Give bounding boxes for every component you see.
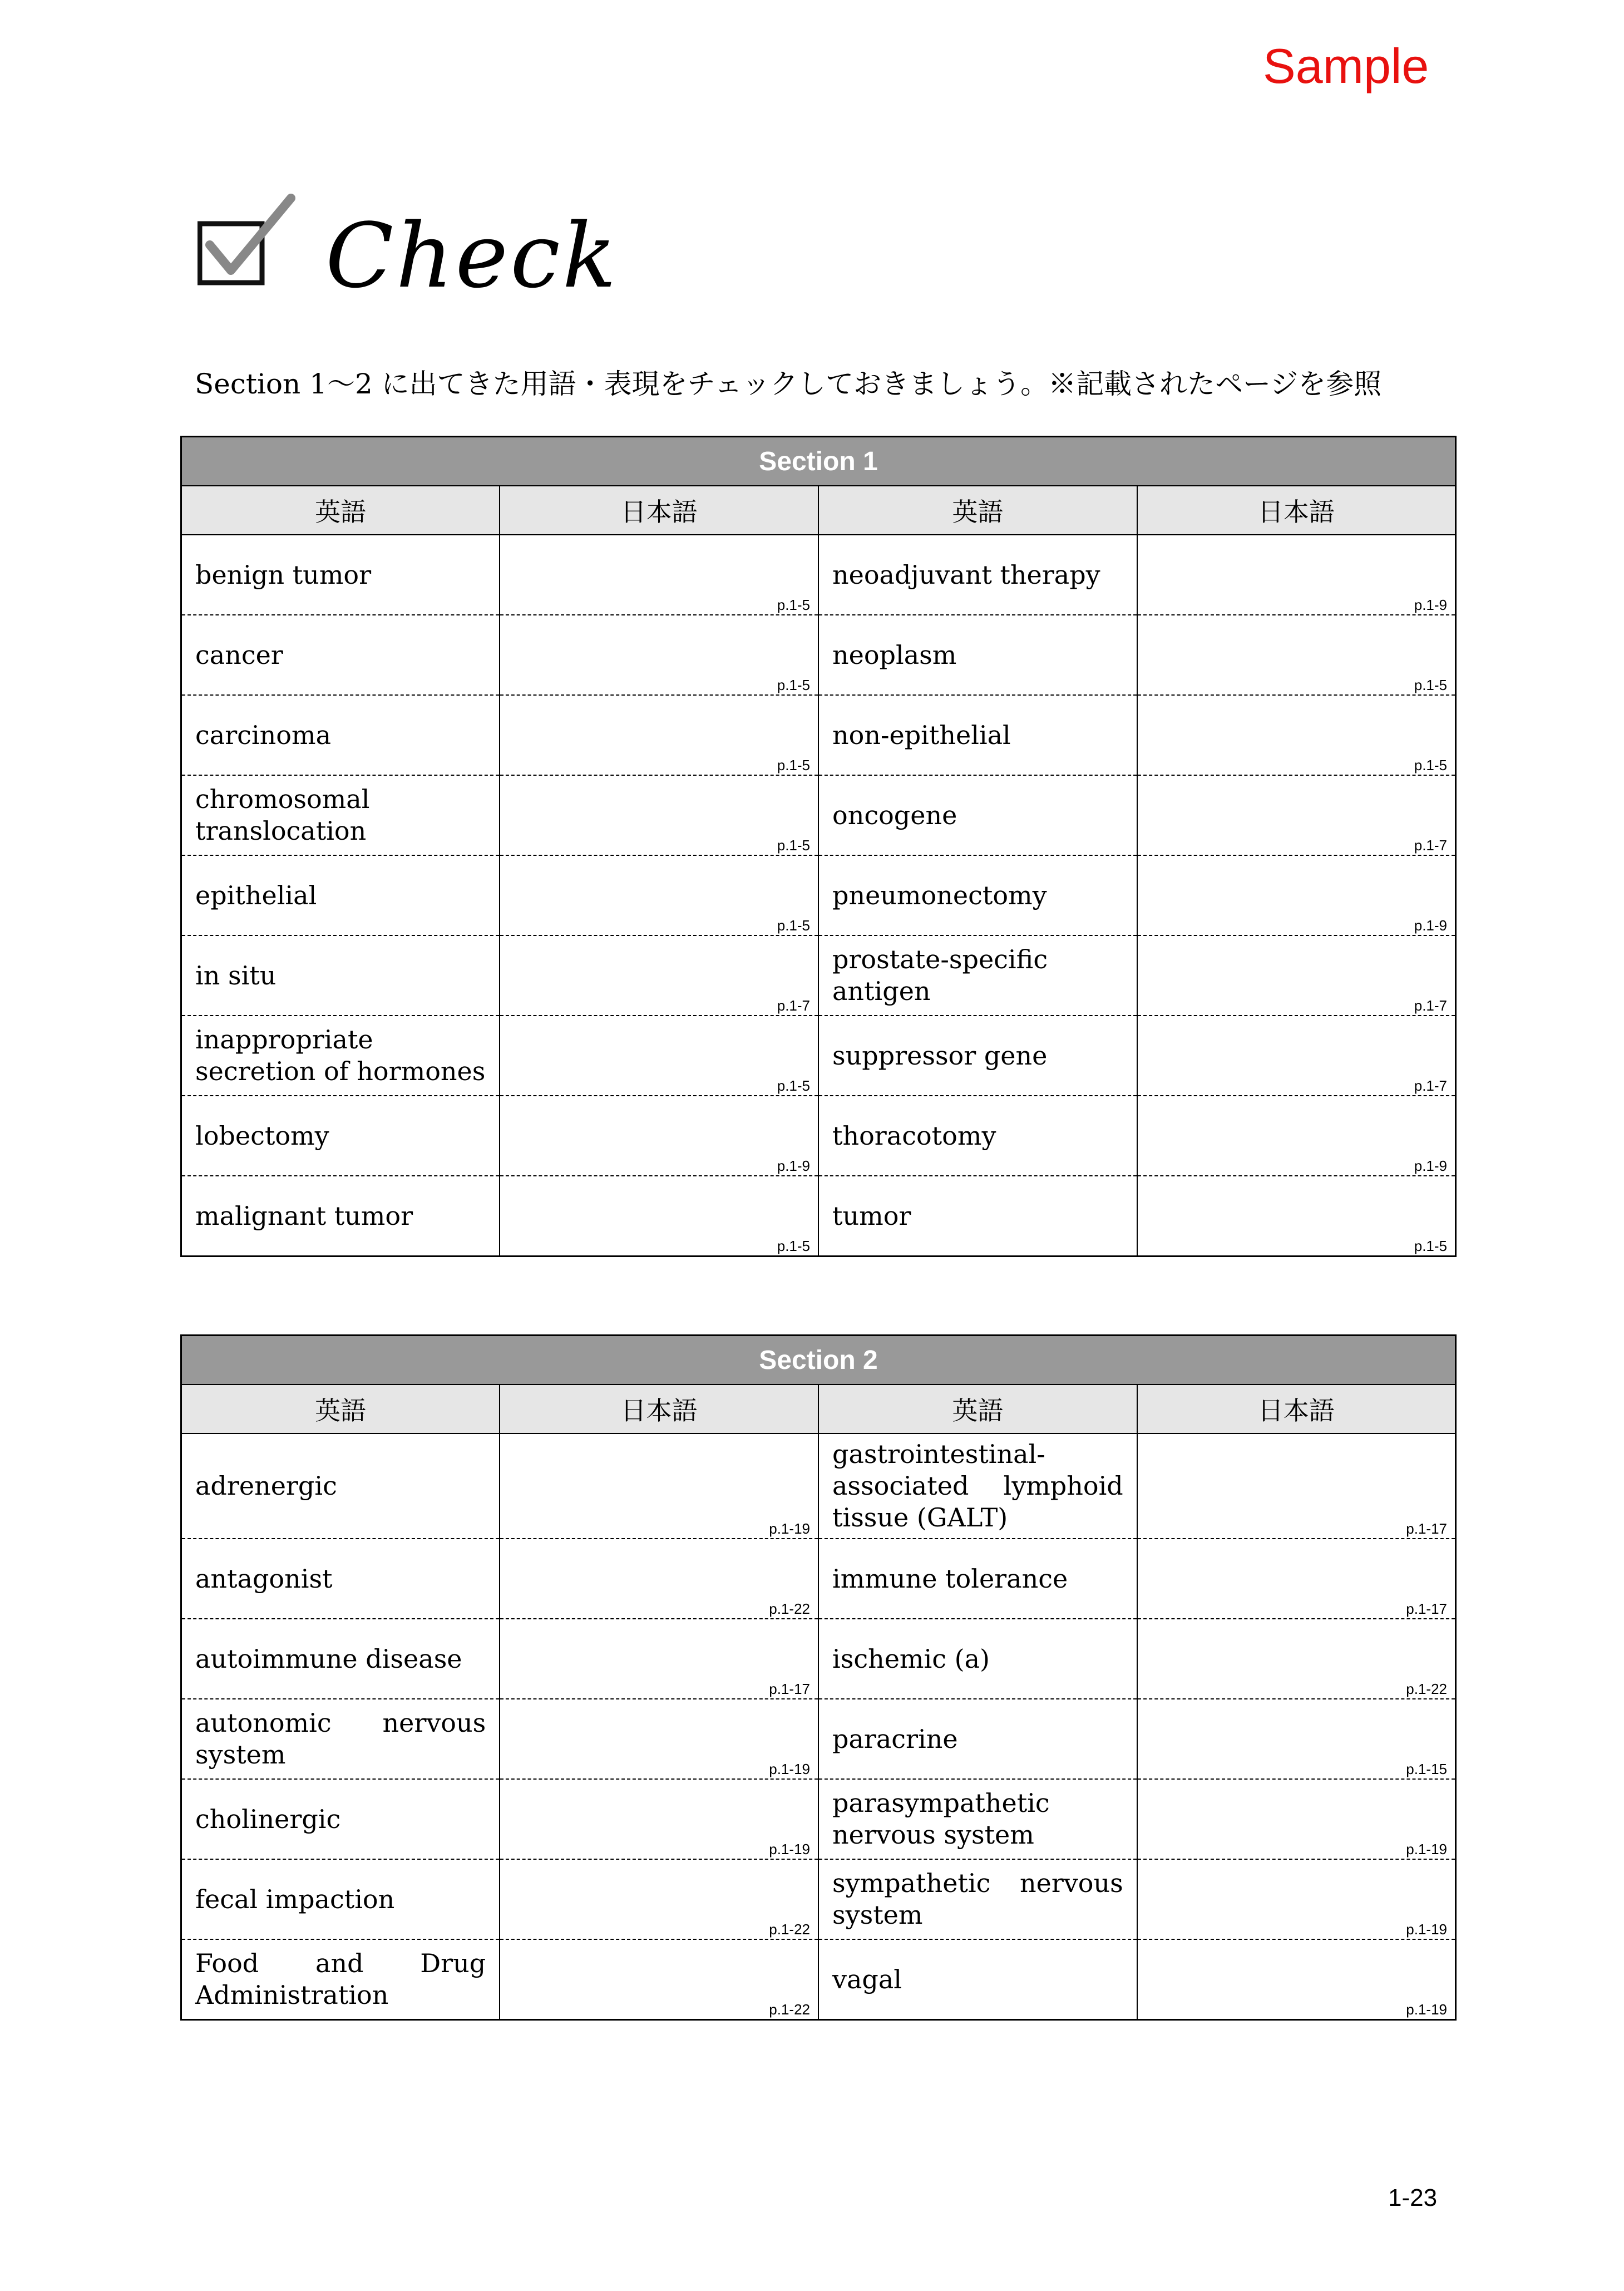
page-reference: p.1-7: [1414, 837, 1447, 854]
page-reference: p.1-5: [777, 677, 810, 693]
table-row: [181, 1859, 1456, 1939]
japanese-answer-cell[interactable]: [1137, 695, 1456, 775]
page-reference: p.1-9: [1414, 1157, 1447, 1174]
japanese-answer-cell[interactable]: [1137, 1779, 1456, 1859]
japanese-answer-cell[interactable]: [1137, 1096, 1456, 1176]
table-row: [181, 775, 1456, 855]
japanese-answer-cell[interactable]: [1137, 775, 1456, 855]
english-term-cell: [818, 535, 1137, 615]
column-header-japanese: 日本語: [1137, 1385, 1456, 1433]
table-row: [181, 1176, 1456, 1257]
english-term-cell: [818, 1619, 1137, 1699]
japanese-answer-cell[interactable]: [500, 1096, 818, 1176]
sample-watermark: Sample: [1263, 38, 1429, 93]
english-term-cell: [181, 1619, 500, 1699]
english-term-cell: [181, 775, 500, 855]
english-term: autoimmune disease: [195, 1643, 462, 1674]
section-title: Section 2: [181, 1336, 1456, 1385]
table-row: [181, 1779, 1456, 1859]
column-header-english: 英語: [818, 1385, 1137, 1433]
english-term-cell: [181, 1859, 500, 1939]
japanese-answer-cell[interactable]: [1137, 1939, 1456, 2020]
english-term: vagal: [832, 1964, 902, 1994]
japanese-answer-cell[interactable]: [500, 535, 818, 615]
section-2-table: [180, 1334, 1457, 2021]
japanese-answer-cell[interactable]: [500, 855, 818, 935]
english-term-cell: [818, 775, 1137, 855]
japanese-answer-cell[interactable]: [1137, 1176, 1456, 1257]
page-reference: p.1-9: [777, 1157, 810, 1174]
column-header-japanese: 日本語: [500, 1385, 818, 1433]
page-reference: p.1-15: [1406, 1761, 1447, 1777]
page-reference: p.1-19: [1406, 1841, 1447, 1858]
table-row: [181, 1939, 1456, 2020]
page-reference: p.1-7: [1414, 997, 1447, 1014]
english-term-cell: [818, 1096, 1137, 1176]
english-term-cell: [818, 935, 1137, 1016]
table-row: [181, 1433, 1456, 1539]
page-reference: p.1-19: [1406, 1921, 1447, 1938]
page-title: Check: [325, 204, 619, 308]
page-reference: p.1-5: [1414, 677, 1447, 693]
japanese-answer-cell[interactable]: [500, 1016, 818, 1096]
page-number: 1-23: [1388, 2184, 1438, 2211]
page-reference: p.1-19: [769, 1841, 810, 1858]
japanese-answer-cell[interactable]: [1137, 855, 1456, 935]
japanese-answer-cell[interactable]: [500, 775, 818, 855]
english-term-cell: [818, 1433, 1137, 1539]
table-row: [181, 1096, 1456, 1176]
column-header-japanese: 日本語: [500, 486, 818, 535]
page-reference: p.1-5: [777, 837, 810, 854]
english-term-cell: [181, 1176, 500, 1257]
japanese-answer-cell[interactable]: [500, 1176, 818, 1257]
intro-text: Section 1～2 に出てきた用語・表現をチェックしておきましょう。※記載されたページを参照: [195, 368, 1382, 400]
page-reference: p.1-19: [769, 1520, 810, 1537]
page-reference: p.1-17: [1406, 1520, 1447, 1537]
english-term: fecal impaction: [195, 1884, 395, 1914]
english-term: parasympathetic nervous system: [832, 1788, 1050, 1850]
english-term: chromosomal translocation: [195, 784, 370, 846]
table-row: [181, 855, 1456, 935]
page-reference: p.1-7: [777, 997, 810, 1014]
column-header-english: 英語: [818, 486, 1137, 535]
english-term: in situ: [195, 960, 277, 991]
english-term-cell: [181, 1939, 500, 2020]
page-reference: p.1-7: [1414, 1077, 1447, 1094]
english-term: ischemic (a): [832, 1643, 990, 1674]
english-term: suppressor gene: [832, 1040, 1048, 1071]
english-term: benign tumor: [195, 559, 372, 590]
japanese-answer-cell[interactable]: [1137, 1433, 1456, 1539]
japanese-answer-cell[interactable]: [500, 1433, 818, 1539]
english-term-cell: [181, 1779, 500, 1859]
english-term-cell: [181, 1699, 500, 1779]
column-header-japanese: 日本語: [1137, 486, 1456, 535]
japanese-answer-cell[interactable]: [500, 1779, 818, 1859]
english-term: thoracotomy: [832, 1120, 996, 1151]
japanese-answer-cell[interactable]: [1137, 615, 1456, 695]
english-term: neoplasm: [832, 639, 957, 670]
english-term-cell: [818, 1539, 1137, 1619]
checkbox-checked-icon: [198, 194, 298, 288]
english-term: gastrointestinal-associated lymphoid tissue (GALT): [832, 1439, 1123, 1533]
english-term-cell: [818, 615, 1137, 695]
page-reference: p.1-5: [777, 597, 810, 613]
table-row: [181, 615, 1456, 695]
page-reference: p.1-9: [1414, 597, 1447, 613]
english-term-cell: [181, 695, 500, 775]
english-term: tumor: [832, 1200, 911, 1231]
japanese-answer-cell[interactable]: [500, 935, 818, 1016]
page-reference: p.1-5: [1414, 1238, 1447, 1254]
english-term: cancer: [195, 639, 283, 670]
english-term: oncogene: [832, 800, 957, 830]
english-term: non-epithelial: [832, 720, 1011, 750]
english-term: Food and Drug Administration: [195, 1948, 486, 2010]
page-reference: p.1-19: [769, 1761, 810, 1777]
table-row: [181, 695, 1456, 775]
english-term-cell: [818, 1699, 1137, 1779]
page-reference: p.1-22: [769, 2001, 810, 2018]
english-term: cholinergic: [195, 1804, 341, 1834]
english-term: malignant tumor: [195, 1200, 413, 1231]
japanese-answer-cell[interactable]: [1137, 1539, 1456, 1619]
english-term-cell: [818, 695, 1137, 775]
english-term-cell: [181, 1096, 500, 1176]
japanese-answer-cell[interactable]: [1137, 1699, 1456, 1779]
page-reference: p.1-5: [777, 1077, 810, 1094]
japanese-answer-cell[interactable]: [500, 1859, 818, 1939]
column-header-english: 英語: [181, 1385, 500, 1433]
table-row: [181, 1539, 1456, 1619]
table-row: [181, 935, 1456, 1016]
english-term-cell: [818, 1016, 1137, 1096]
table-row: [181, 535, 1456, 615]
english-term: lobectomy: [195, 1120, 329, 1151]
english-term-cell: [818, 1859, 1137, 1939]
section-title: Section 1: [181, 437, 1456, 486]
english-term-cell: [818, 1939, 1137, 2020]
english-term-cell: [181, 935, 500, 1016]
english-term-cell: [181, 535, 500, 615]
english-term: pneumonectomy: [832, 880, 1047, 910]
english-term-cell: [181, 855, 500, 935]
english-term-cell: [181, 1016, 500, 1096]
japanese-answer-cell[interactable]: [500, 1939, 818, 2020]
page-reference: p.1-5: [777, 1238, 810, 1254]
page-reference: p.1-9: [1414, 917, 1447, 934]
page-reference: p.1-22: [1406, 1681, 1447, 1697]
english-term: prostate-specific antigen: [832, 944, 1048, 1006]
japanese-answer-cell[interactable]: [500, 1539, 818, 1619]
english-term-cell: [818, 1779, 1137, 1859]
japanese-answer-cell[interactable]: [500, 1699, 818, 1779]
english-term-cell: [818, 1176, 1137, 1257]
page-reference: p.1-17: [769, 1681, 810, 1697]
japanese-answer-cell[interactable]: [1137, 1619, 1456, 1699]
english-term-cell: [181, 1539, 500, 1619]
page-reference: p.1-5: [1414, 757, 1447, 773]
english-term-cell: [181, 615, 500, 695]
japanese-answer-cell[interactable]: [500, 615, 818, 695]
japanese-answer-cell[interactable]: [500, 695, 818, 775]
page-reference: p.1-17: [1406, 1600, 1447, 1617]
page-reference: p.1-22: [769, 1600, 810, 1617]
japanese-answer-cell[interactable]: [1137, 1016, 1456, 1096]
table-row: [181, 1619, 1456, 1699]
japanese-answer-cell[interactable]: [1137, 535, 1456, 615]
japanese-answer-cell[interactable]: [1137, 1859, 1456, 1939]
english-term: carcinoma: [195, 720, 332, 750]
page-reference: p.1-22: [769, 1921, 810, 1938]
page-reference: p.1-19: [1406, 2001, 1447, 2018]
english-term-cell: [181, 1433, 500, 1539]
english-term: sympathetic nervous system: [832, 1868, 1123, 1930]
table-row: [181, 1699, 1456, 1779]
english-term: autonomic nervous system: [195, 1708, 486, 1770]
english-term-cell: [818, 855, 1137, 935]
japanese-answer-cell[interactable]: [500, 1619, 818, 1699]
japanese-answer-cell[interactable]: [1137, 935, 1456, 1016]
english-term: immune tolerance: [832, 1563, 1068, 1594]
english-term: antagonist: [195, 1563, 333, 1594]
english-term: inappropriate secretion of hormones: [195, 1024, 486, 1086]
english-term: paracrine: [832, 1723, 958, 1754]
section-1-table: [180, 436, 1457, 1257]
table-row: [181, 1016, 1456, 1096]
page-reference: p.1-5: [777, 917, 810, 934]
page-reference: p.1-5: [777, 757, 810, 773]
english-term: neoadjuvant therapy: [832, 559, 1100, 590]
english-term: epithelial: [195, 880, 317, 910]
english-term: adrenergic: [195, 1471, 337, 1501]
column-header-english: 英語: [181, 486, 500, 535]
